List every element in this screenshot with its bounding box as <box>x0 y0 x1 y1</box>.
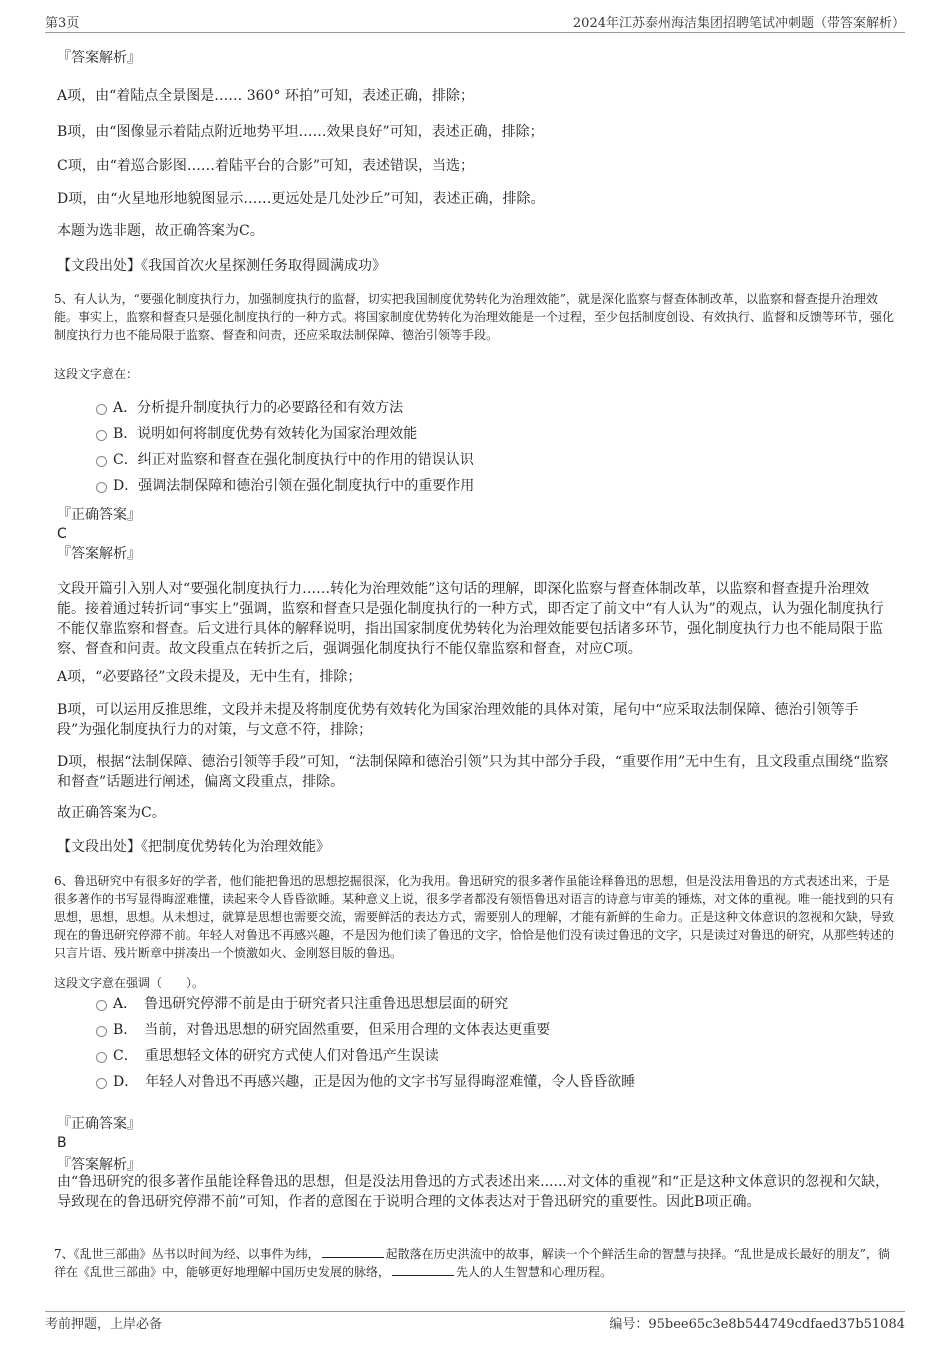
q6-option-d[interactable] <box>96 1072 635 1092</box>
q4-analysis-a: A项，由“着陆点全景图是…… 360° 环拍”可知，表述正确，排除； <box>57 88 475 104</box>
footer-divider <box>45 1311 905 1312</box>
option-label: A．分析提升制度执行力的必要路径和有效方法 <box>113 400 404 416</box>
q5-option-b[interactable] <box>96 424 417 444</box>
q5-analysis-label: 『答案解析』 <box>57 546 141 562</box>
q5-analysis-b: B项，可以运用反推思维，文段并未提及将制度优势有效转化为国家治理效能的具体对策，尾句中“应采取法制保障、德治引领等手段”为强化制度执行力的对策，与文意不符，排除； <box>57 702 859 738</box>
q4-analysis-label: 『答案解析』 <box>57 50 141 66</box>
option-label: A． 鲁迅研究停滞不前是由于研究者只注重鲁迅思想层面的研究 <box>113 996 509 1012</box>
q5-analysis-d: D项，根据“法制保障、德治引领等手段”可知，“法制保障和德治引领”只为其中部分手段，“重要作用”无中生有，且文段重点围绕“监察和督查”话题进行阐述，偏离文段重点，排除。 <box>57 754 889 790</box>
q5-prompt: 这段文字意在： <box>54 367 139 381</box>
radio-icon[interactable] <box>96 430 107 441</box>
radio-icon[interactable] <box>96 482 107 493</box>
q5-option-a[interactable] <box>96 398 403 418</box>
header-divider <box>45 32 905 33</box>
option-label: C．纠正对监察和督查在强化制度执行中的作用的错误认识 <box>113 452 474 468</box>
option-label: D． 年轻人对鲁迅不再感兴趣，正是因为他的文字书写显得晦涩难懂，令人昏昏欲睡 <box>113 1074 636 1090</box>
q4-analysis-c: C项，由“着巡合影图……着陆平台的合影”可知，表述错误，当选； <box>57 158 475 174</box>
radio-icon[interactable] <box>96 1052 107 1063</box>
document-id: 编号：95bee65c3e8b544749cdfaed37b51084 <box>609 1317 905 1332</box>
q6-analysis-label: 『答案解析』 <box>57 1157 141 1173</box>
q6-analysis: 由“鲁迅研究的很多著作虽能诠释鲁迅的思想，但是没法用鲁迅的方式表述出来......对文体的重视”和“正是这种文体意识的忽视和欠缺，导致现在的鲁迅研究停滞不前”可知，作者的意图在于说明合理的文体表达对于鲁迅研究的重要性。因此B项正确。 <box>57 1174 890 1210</box>
q5-source: 【文段出处】《把制度优势转化为治理效能》 <box>57 839 330 855</box>
q5-option-d[interactable] <box>96 476 474 496</box>
q4-analysis-b: B项，由“图像显示着陆点附近地势平坦……效果良好”可知，表述正确，排除； <box>57 124 544 140</box>
q5-answer: C <box>57 526 67 542</box>
q7-stem <box>54 1245 896 1281</box>
q6-option-c[interactable] <box>96 1046 439 1066</box>
fill-blank-1[interactable] <box>322 1245 384 1258</box>
q5-analysis: 文段开篇引入别人对“要强化制度执行力……转化为治理效能”这句话的理解，即深化监察与督查体制改革，以监察和督查提升治理效能。接着通过转折词“事实上”强调，监察和督查只是强化制度执行的一种方式，即否定了前文中“有人认为”的观点，认为强化制度执行不能仅靠监察和督查。后文进行具体的解释说明，指出国家制度优势转化为治理效能要包括诸多环节，强化制度执行力也不能局限于监察、督查和问责。故文段重点在转折之后，强调强化制度执行不能仅靠监察和督查，对应C项。 <box>57 581 884 657</box>
fill-blank-2[interactable] <box>392 1263 454 1276</box>
q7-part3: 先人的人生智慧和心理历程。 <box>456 1265 613 1279</box>
q5-stem: 5、有人认为，“要强化制度执行力，加强制度执行的监督，切实把我国制度优势转化为治理效能”，就是深化监察与督查体制改革，以监察和督查提升治理效能。事实上，监察和督查只是强化制度执行的一种方式。将国家制度优势转化为治理效能是一个过程，至少包括制度创设、有效执行、监督和反馈等环节，强化制度执行力也不能局限于监察、督查和问责，还应采取法制保障、德治引领等手段。 <box>54 292 895 342</box>
q4-source: 【文段出处】《我国首次火星探测任务取得圆满成功》 <box>57 258 386 274</box>
q5-answer-label: 『正确答案』 <box>57 507 141 523</box>
q5-option-c[interactable] <box>96 450 474 470</box>
q6-answer-label: 『正确答案』 <box>57 1116 141 1132</box>
page-number: 第3页 <box>45 16 80 31</box>
radio-icon[interactable] <box>96 404 107 415</box>
q4-analysis-d: D项，由“火星地形地貌图显示……更远处是几处沙丘”可知，表述正确，排除。 <box>57 191 545 207</box>
option-label: D．强调法制保障和德治引领在强化制度执行中的重要作用 <box>113 478 475 494</box>
q7-part1: 7、《乱世三部曲》丛书以时间为经、以事件为纬， <box>54 1247 320 1261</box>
q5-conclusion: 故正确答案为C。 <box>57 805 166 821</box>
q6-stem: 6、鲁迅研究中有很多好的学者，他们能把鲁迅的思想挖掘很深，化为我用。鲁迅研究的很多著作虽能诠释鲁迅的思想，但是没法用鲁迅的方式表述出来，于是很多著作的书写显得晦涩难懂，读起来令人昏昏欲睡。某种意义上说，很多学者都没有领悟鲁迅对语言的诗意与审美的锤炼，对文体的重视。唯一能找到的只有思想，思想，思想。从未想过，就算是思想也需要交流，需要鲜活的表达方式，需要别人的理解，才能有新鲜的生命力。正是这种文体意识的忽视和欠缺，导致现在的鲁迅研究停滞不前。年轻人对鲁迅不再感兴趣，不是因为他们读了鲁迅的文字，恰恰是他们没有读过鲁迅的文字，只是读过对鲁迅的研究，从那些转述的只言片语、残片断章中拼凑出一个愤激如火、金刚怒目版的鲁迅。 <box>54 874 895 960</box>
q5-analysis-a: A项，“必要路径”文段未提及，无中生有，排除； <box>57 669 362 685</box>
radio-icon[interactable] <box>96 1078 107 1089</box>
q7-part2: 起散落在历史洪流中的故事，解读一个个鲜活生命的智慧与抉择。“乱世是成长最好的朋友”，徜徉在《乱世三部曲》中，能够更好地理解中国历史发展的脉络， <box>54 1247 890 1279</box>
option-label: C． 重思想轻文体的研究方式使人们对鲁迅产生误读 <box>113 1048 439 1064</box>
radio-icon[interactable] <box>96 1000 107 1011</box>
q6-prompt: 这段文字意在强调（ ）。 <box>54 976 205 990</box>
q6-answer: B <box>57 1135 67 1151</box>
q4-conclusion: 本题为选非题，故正确答案为C。 <box>57 223 264 239</box>
q6-option-a[interactable] <box>96 994 508 1014</box>
q6-option-b[interactable] <box>96 1020 550 1040</box>
footer-slogan: 考前押题，上岸必备 <box>45 1317 163 1332</box>
option-label: B． 当前，对鲁迅思想的研究固然重要，但采用合理的文体表达更重要 <box>113 1022 551 1038</box>
option-label: B．说明如何将制度优势有效转化为国家治理效能 <box>113 426 418 442</box>
document-title: 2024年江苏泰州海洁集团招聘笔试冲刺题（带答案解析） <box>572 16 905 31</box>
radio-icon[interactable] <box>96 1026 107 1037</box>
radio-icon[interactable] <box>96 456 107 467</box>
